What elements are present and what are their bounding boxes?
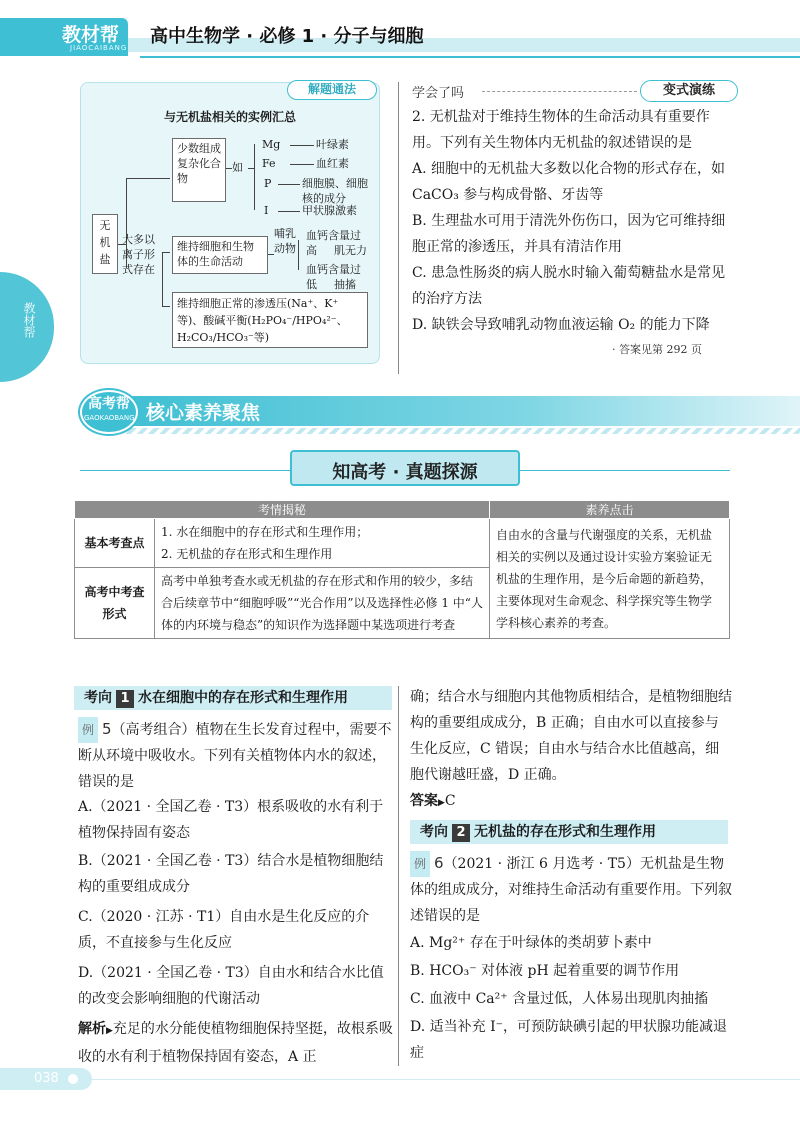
example-5-option-b: B.（2021 · 全国乙卷 · T3）结合水是植物细胞结构的重要组成成分 bbox=[78, 853, 384, 895]
connector bbox=[126, 178, 170, 179]
example-5-option-c: C.（2020 · 江苏 · T1）自由水是生化反应的介质，不直接参与生化反应 bbox=[78, 909, 370, 951]
example-6-option-d: D. 适当补充 I⁻，可预防缺碘引起的甲状腺功能减退症 bbox=[410, 1019, 727, 1061]
topic-1-header: 考向 1 水在细胞中的存在形式和生理作用 bbox=[74, 686, 392, 710]
diagram-node-life: 维持细胞和生物体的生命活动 bbox=[172, 236, 268, 274]
connector bbox=[162, 306, 170, 307]
table-header-analysis: 考情揭秘 bbox=[75, 501, 490, 519]
example-5-stem: 例 5（高考组合）植物在生长发育过程中，需要不断从环境中吸收水。下列有关植物体内水的叙述，错误的是 bbox=[78, 716, 394, 795]
connector bbox=[278, 211, 300, 212]
example-5-option-a: A.（2021 · 全国乙卷 · T3）根系吸收的水有利于植物保持固有姿态 bbox=[78, 799, 384, 841]
diagram-p: P bbox=[264, 177, 272, 190]
connector bbox=[254, 144, 255, 210]
gaokao-badge-sub: GAOKAOBANG bbox=[84, 414, 135, 422]
diagram-fe: Fe bbox=[262, 157, 276, 170]
diagram-fe-value: 血红素 bbox=[316, 157, 349, 170]
brand-label: 教材帮 bbox=[62, 24, 120, 46]
diagram-p-value: 细胞膜、细胞核的成分 bbox=[302, 177, 368, 205]
page-title: 高中生物学 · 必修 1 · 分子与细胞 bbox=[150, 26, 424, 47]
diagram-low: 血钙含量过低 bbox=[306, 263, 361, 291]
example-6-option-b: B. HCO₃⁻ 对体液 pH 起着重要的调节作用 bbox=[410, 963, 680, 979]
topic-2-header: 考向 2 无机盐的存在形式和生理作用 bbox=[410, 820, 728, 844]
exam-analysis-table bbox=[74, 500, 730, 639]
diagram-root: 无机盐 bbox=[92, 214, 118, 274]
column-divider bbox=[398, 82, 399, 374]
connector bbox=[290, 145, 314, 146]
literacy-text: 自由水的含量与代谢强度的关系，无机盐相关的实例以及通过设计实验方案验证无机盐的生理作用，是今后命题的新趋势，主要体现对生命观念、科学探究等生物学学科核心素养的考查。 bbox=[490, 519, 730, 639]
table-header-literacy: 素养点击 bbox=[490, 501, 730, 519]
question-2-stem: 2. 无机盐对于维持生物体的生命活动具有重要作用。下列有关生物体内无机盐的叙述错误的是 bbox=[412, 109, 710, 151]
connector bbox=[162, 252, 170, 253]
footer-rule bbox=[92, 1079, 800, 1080]
topic-number: 1 bbox=[116, 690, 134, 708]
header-rule bbox=[140, 56, 800, 58]
question-2-option-d: D. 缺铁会导致哺乳动物血液运输 O₂ 的能力下降 bbox=[412, 317, 710, 333]
method-badge: 解题通法 bbox=[287, 80, 377, 100]
exam-form-text: 高考中单独考查水或无机盐的存在形式和作用的较少，多结合后续章节中“细胞呼吸”“光合作用”以及选择性必修 1 中“人体的内环境与稳态”的知识作为选择题中某选项进行考查 bbox=[155, 568, 490, 639]
basic-point-2: 2. 无机盐的存在形式和生理作用 bbox=[161, 547, 333, 561]
side-tab-label: 教材帮 bbox=[22, 302, 36, 338]
example-5-analysis: 解析▶充足的水分能使植物细胞保持坚挺，故根系吸收的水有利于植物保持固有姿态，A 正 bbox=[78, 1021, 393, 1065]
example-6-option-c: C. 血液中 Ca²⁺ 含量过低，人体易出现肌肉抽搐 bbox=[410, 991, 709, 1007]
row-label-basic: 基本考查点 bbox=[75, 519, 155, 568]
diagram-node-ion: 大多以离子形式存在 bbox=[122, 233, 155, 276]
diagram-high: 血钙含量过高 bbox=[306, 229, 361, 257]
diagram-mammal: 哺乳动物 bbox=[274, 227, 296, 255]
connector bbox=[298, 240, 299, 270]
diagram-mg-value: 叶绿素 bbox=[316, 138, 349, 151]
learn-label: 学会了吗 bbox=[412, 86, 465, 101]
connector bbox=[290, 164, 314, 165]
answer-reference: · 答案见第 292 页 bbox=[612, 343, 702, 356]
dashed-rule bbox=[482, 91, 637, 92]
question-2-option-a: A. 细胞中的无机盐大多数以化合物的形式存在，如 CaCO₃ 参与构成骨骼、牙齿等 bbox=[412, 161, 726, 203]
diagram-ru-label: 如 bbox=[232, 161, 243, 174]
section-banner bbox=[80, 390, 800, 432]
diagram-mg: Mg bbox=[262, 138, 281, 151]
diagram-i-value: 甲状腺激素 bbox=[302, 204, 357, 217]
example-5-option-d: D.（2021 · 全国乙卷 · T3）自由水和结合水比值的改变会影响细胞的代谢活动 bbox=[78, 965, 384, 1007]
example-5-analysis-cont: 确；结合水与细胞内其他物质相结合，是植物细胞结构的重要组成成分，B 正确；自由水可以直接参与生化反应，C 错误；自由水与结合水比值越高，细胞代谢越旺盛，D 正确。 bbox=[410, 689, 732, 783]
basic-points bbox=[155, 519, 490, 568]
diagram-i: I bbox=[264, 204, 269, 217]
basic-point-1: 1. 水在细胞中的存在形式和生理作用； bbox=[161, 525, 369, 539]
question-2-option-c: C. 患急性肠炎的病人脱水时输入葡萄糖盐水是常见的治疗方法 bbox=[412, 265, 726, 307]
question-2-option-b: B. 生理盐水可用于清洗外伤伤口，因为它可维持细胞正常的渗透压，并具有清洁作用 bbox=[412, 213, 726, 255]
section-title: 核心素养聚焦 bbox=[146, 402, 261, 424]
column-divider bbox=[398, 686, 399, 1066]
row-label-form: 高考中考查形式 bbox=[75, 568, 155, 639]
sub-banner bbox=[80, 448, 730, 492]
diagram-low-value: 抽搐 bbox=[334, 278, 356, 291]
connector bbox=[162, 252, 163, 306]
diagram-high-value: 肌无力 bbox=[334, 244, 367, 257]
example-6-stem: 例 6（2021 · 浙江 6 月选考 · T5）无机盐是生物体的组成成分，对维持生命活动有重要作用。下列叙述错误的是 bbox=[410, 850, 732, 929]
diagram-node-osmotic: 维持细胞正常的渗透压(Na⁺、K⁺等)、酸碱平衡(H₂PO₄⁻/HPO₄²⁻、H₂CO₃/HCO₃⁻等) bbox=[172, 292, 368, 348]
example-6-option-a: A. Mg²⁺ 存在于叶绿体的类胡萝卜素中 bbox=[410, 935, 652, 951]
page-number-dot bbox=[68, 1074, 78, 1084]
example-5-answer: 答案▶C bbox=[410, 793, 456, 809]
diagram-node-compound: 少数组成复杂化合物 bbox=[172, 138, 226, 202]
page-number: 038 bbox=[34, 1071, 59, 1086]
topic-number: 2 bbox=[452, 824, 470, 842]
brand-sub-label: JIAOCAIBANG bbox=[70, 44, 128, 52]
diagram-title: 与无机盐相关的实例汇总 bbox=[163, 110, 296, 124]
page-header bbox=[0, 0, 800, 72]
connector bbox=[278, 184, 300, 185]
sub-banner-title: 知高考 · 真题探源 bbox=[332, 462, 478, 483]
variant-practice-badge: 变式演练 bbox=[640, 80, 738, 102]
gaokao-badge-label: 高考帮 bbox=[88, 396, 130, 412]
